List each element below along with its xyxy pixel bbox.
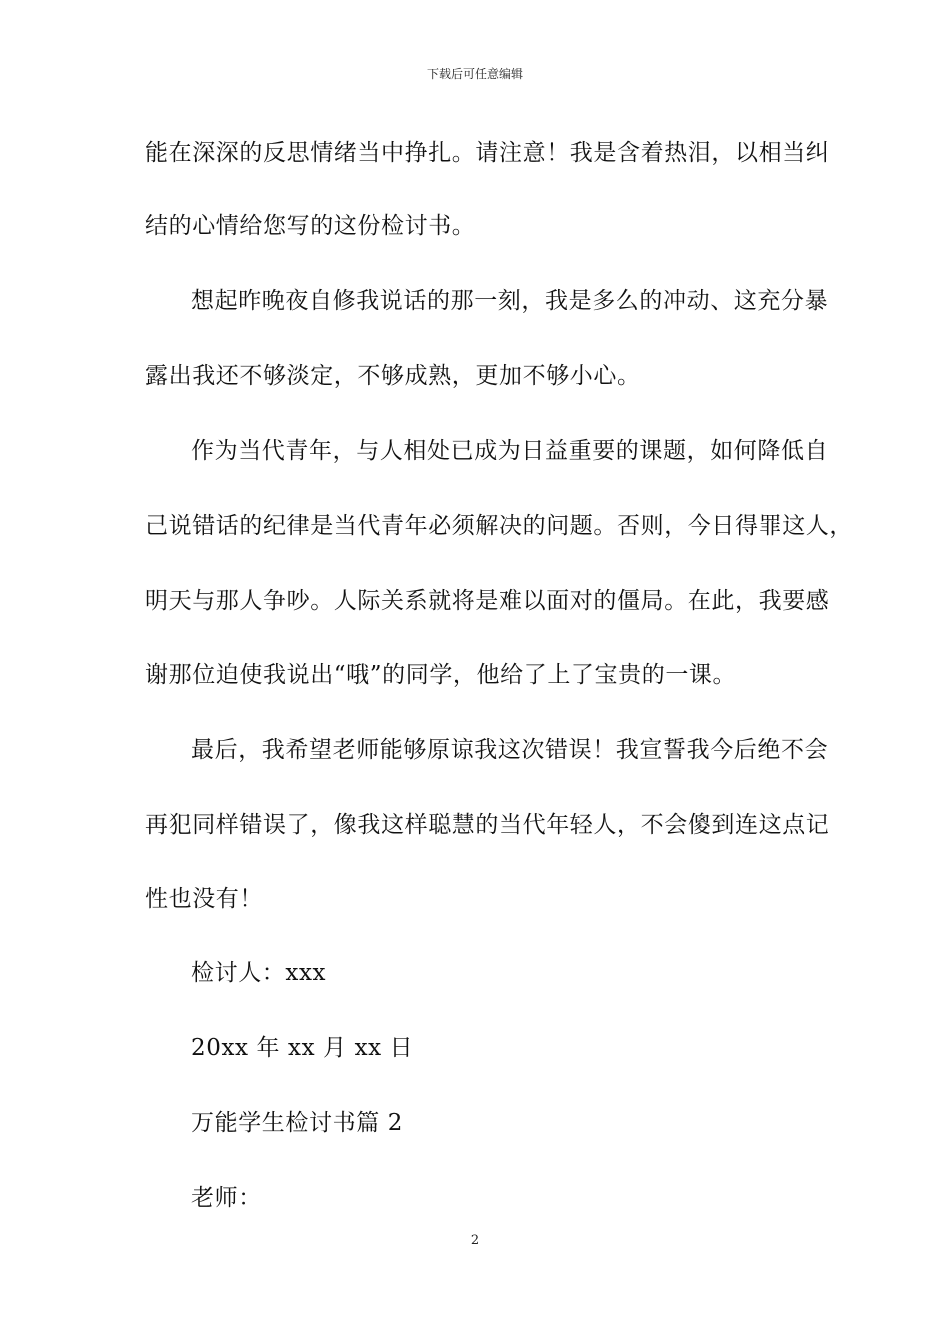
paragraph-line: 结的心情给您写的这份检讨书。 bbox=[145, 213, 476, 239]
salutation: 老师： bbox=[191, 1185, 262, 1211]
paragraph-line: 再犯同样错误了，像我这样聪慧的当代年轻人，不会傻到连这点记 bbox=[145, 812, 830, 838]
paragraph-line: 能在深深的反思情绪当中挣扎。请注意！我是含着热泪，以相当纠 bbox=[145, 140, 830, 166]
section-title: 万能学生检讨书篇 2 bbox=[191, 1110, 403, 1136]
signature-date: 20xx 年 xx 月 xx 日 bbox=[191, 1035, 414, 1061]
paragraph-line: 露出我还不够淡定，不够成熟，更加不够小心。 bbox=[145, 363, 641, 389]
paragraph-line: 想起昨晚夜自修我说话的那一刻，我是多么的冲动、这充分暴 bbox=[191, 288, 829, 314]
paragraph-line: 谢那位迫使我说出“哦”的同学，他给了上了宝贵的一课。 bbox=[145, 662, 737, 688]
signature-name: 检讨人：xxx bbox=[191, 960, 327, 986]
page-number: 2 bbox=[470, 1233, 480, 1248]
paragraph-line: 明天与那人争吵。人际关系就将是难以面对的僵局。在此，我要感 bbox=[145, 588, 830, 614]
paragraph-line: 己说错话的纪律是当代青年必须解决的问题。否则，今日得罪这人， bbox=[145, 513, 853, 539]
paragraph-line: 最后，我希望老师能够原谅我这次错误！我宣誓我今后绝不会 bbox=[191, 737, 829, 763]
paragraph-line: 作为当代青年，与人相处已成为日益重要的课题，如何降低自 bbox=[191, 438, 829, 464]
page-header-note: 下载后可任意编辑 bbox=[426, 67, 523, 81]
paragraph-line: 性也没有！ bbox=[145, 886, 263, 912]
